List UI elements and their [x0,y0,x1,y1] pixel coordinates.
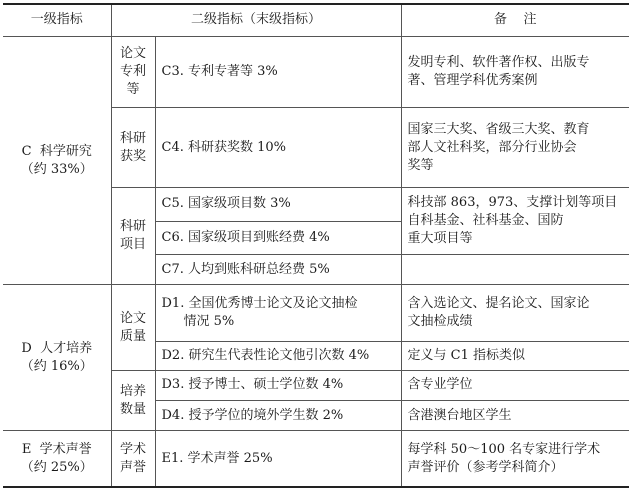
table-row-c3 [3,36,629,107]
subgroup-name-line: 学术 [119,441,146,457]
note-line: 部人文社科奖，部分行业协会 [407,139,577,155]
indicator-label: C7. 人均到账科研总经费 5% [155,255,401,285]
indicator-label: C6. 国家级项目到账经费 4% [155,221,401,254]
subgroup-name-line: 项目 [119,237,146,253]
note-line: 含港澳台地区学生 [407,407,512,423]
subgroup-cell [111,370,155,431]
level1-weight: （约 25%） [20,459,93,475]
subgroup-name-line: 数量 [119,401,146,417]
indicator-label: C5. 国家级项目数 3% [155,188,401,221]
label-line: 情况 5% [183,313,235,329]
table-row-d1 [3,285,629,341]
indicator-label: D4. 授予学位的境外学生数 2% [155,401,401,431]
table-row-e1 [3,431,629,487]
note-line: 含专业学位 [407,377,473,393]
indicator-table [3,3,629,488]
subgroup-name-line: 论文 [119,310,146,326]
label-line: D1. 全国优秀博士论文及论文抽检 [161,295,358,311]
level1-name: E 学术声誉 [21,441,92,457]
subgroup-name-line: 科研 [119,219,146,235]
indicator-label: C4. 科研获奖数 10% [155,108,401,188]
note-line: 重大项目等 [407,231,473,247]
level1-name: D 人才培养 [21,340,93,356]
indicator-note [401,108,629,188]
subgroup-cell [111,285,155,370]
note-line: 含入选论文、提名论文、国家论 [407,295,590,311]
note-line: 每学科 50～100 名专家进行学术 [407,441,601,457]
level1-weight: （约 16%） [20,358,93,374]
indicator-label: E1. 学术声誉 25% [155,431,401,487]
indicator-note [401,370,629,400]
subgroup-cell [111,431,155,487]
subgroup-name-line: 等 [126,82,140,98]
note-line: 著、管理学科优秀案例 [407,73,538,89]
level1-cell-c [3,36,111,284]
subgroup-name-line: 科研 [119,130,146,146]
indicator-note [401,36,629,107]
subgroup-name-line: 声誉 [119,459,146,475]
level1-cell-e [3,431,111,487]
note-line: 声誉评价（参考学科简介） [407,459,564,475]
indicator-note-empty [401,255,629,285]
indicator-note [401,401,629,431]
note-line: 自科基金、社科基金、国防 [407,213,564,229]
subgroup-name-line: 论文 [119,46,146,62]
note-line: 定义与 C1 指标类似 [407,347,525,363]
subgroup-name-line: 专利 [119,64,146,80]
note-line: 文抽检成绩 [407,313,473,329]
indicator-note [401,341,629,370]
note-line: 奖等 [407,157,434,173]
note-line: 发明专利、软件著作权、出版专 [407,55,590,71]
subgroup-cell [111,36,155,107]
note-line: 国家三大奖、省级三大奖、教育 [407,121,590,137]
level1-cell-d [3,285,111,431]
indicator-label [155,285,401,341]
indicator-label: D2. 研究生代表性论文他引次数 4% [155,341,401,370]
level1-weight: （约 33%） [20,161,93,177]
header-row [3,4,629,36]
header-level1: 一级指标 [3,4,111,36]
indicator-label: D3. 授予博士、硕士学位数 4% [155,370,401,400]
subgroup-cell [111,108,155,188]
subgroup-name-line: 质量 [119,328,146,344]
indicator-note [401,285,629,341]
note-line: 科技部 863，973、支撑计划等项目 [407,195,618,211]
header-level2: 二级指标（末级指标） [111,4,401,36]
indicator-note [401,188,629,255]
indicator-label: C3. 专利专著等 3% [155,36,401,107]
header-remarks: 备 注 [401,4,629,36]
level1-name: C 科学研究 [21,143,92,159]
subgroup-name-line: 培养 [119,383,146,399]
subgroup-name-line: 获奖 [119,148,146,164]
indicator-note [401,431,629,487]
subgroup-cell [111,188,155,285]
